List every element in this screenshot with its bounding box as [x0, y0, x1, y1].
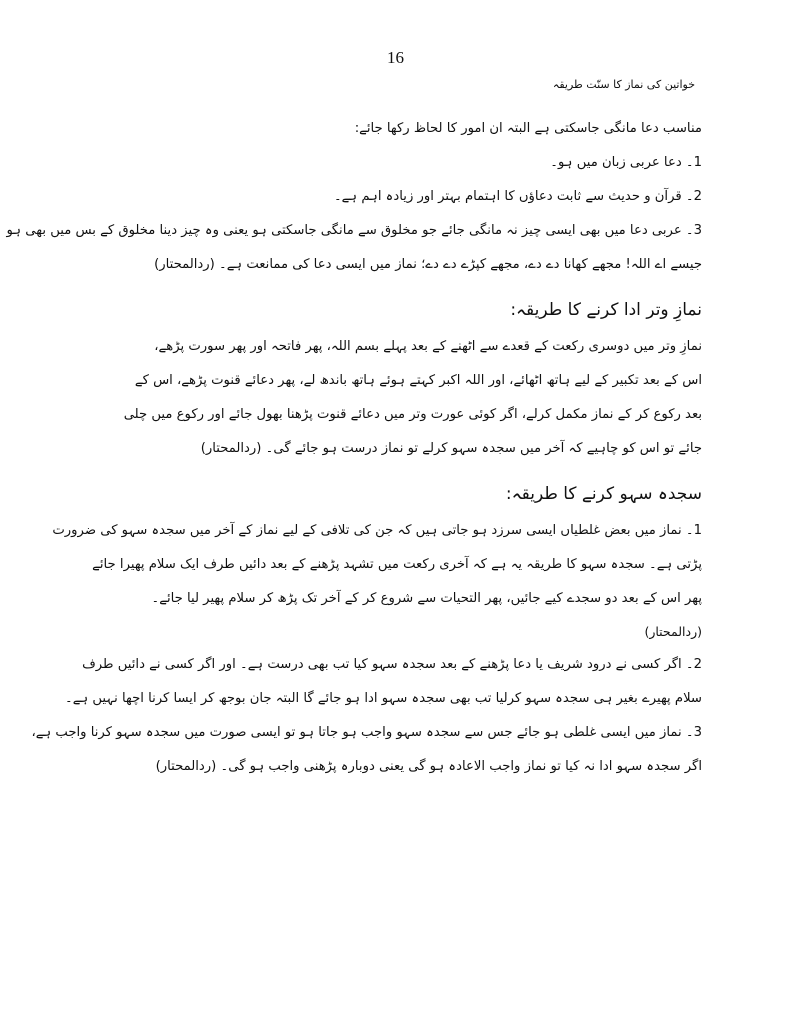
paragraph-line: اگر سجدہ سہو ادا نہ کیا تو نماز واجب الاعادہ ہو گی یعنی دوبارہ پڑھنی واجب ہو گی۔ (ردالمحتار)	[155, 759, 702, 774]
section-heading: سجدہ سہو کرنے کا طریقہ:	[505, 484, 702, 504]
paragraph-line: 3۔ نماز میں ایسی غلطی ہو جائے جس سے سجدہ سہو واجب ہو جاتا ہو تو ایسی صورت میں سجدہ سہو کرنا واجب ہے،	[31, 725, 702, 740]
paragraph-line: جیسے اے اللہ! مجھے کھانا دے دے، مجھے کپڑے دے دے؛ نماز میں ایسی دعا کی ممانعت ہے۔ (ردالمحتار)	[154, 257, 702, 272]
paragraph-line: پڑتی ہے۔ سجدہ سہو کا طریقہ یہ ہے کہ آخری رکعت میں تشہد پڑھنے کے بعد دائیں طرف ایک سلام پھیرا جائے	[92, 557, 702, 572]
paragraph-line: مناسب دعا مانگی جاسکتی ہے البتہ ان امور کا لحاظ رکھا جائے:	[354, 121, 702, 136]
list-item: 2۔ قرآن و حدیث سے ثابت دعاؤں کا اہتمام بہتر اور زیادہ اہم ہے۔	[333, 189, 702, 204]
running-header: خواتین کی نماز کا سنّت طریقہ	[552, 78, 695, 91]
page-number: 16	[387, 48, 404, 67]
paragraph-line: 1۔ نماز میں بعض غلطیاں ایسی سرزد ہو جاتی ہیں کہ جن کی تلافی کے لیے نماز کے آخر میں سجدہ سہو کی ضرورت	[52, 523, 702, 538]
citation: (ردالمحتار)	[644, 624, 702, 639]
paragraph-line: پھر اس کے بعد دو سجدے کیے جائیں، پھر التحیات سے شروع کر کے آخر تک پڑھ کر سلام پھیر لیا جائے۔	[151, 591, 702, 606]
page-body	[6, 112, 702, 784]
section-heading: نمازِ وتر ادا کرنے کا طریقہ:	[510, 300, 702, 320]
list-item: 3۔ عربی دعا میں بھی ایسی چیز نہ مانگی جائے جو مخلوق سے مانگی جاسکتی ہو یعنی وہ چیز دینا مخلوق کے بس میں بھی ہو	[6, 223, 702, 238]
paragraph-line: 2۔ اگر کسی نے درود شریف یا دعا پڑھنے کے بعد سجدہ سہو کیا تب بھی درست ہے۔ اور اگر کسی نے دائیں طرف	[82, 657, 702, 672]
paragraph-line: سلام پھیرے بغیر ہی سجدہ سہو کرلیا تب بھی سجدہ سہو ادا ہو جائے گا البتہ جان بوجھ کر ایسا کرنا اچھا نہیں ہے۔	[65, 691, 702, 706]
witr-section	[92, 290, 702, 466]
paragraph-line: اس کے بعد تکبیر کے لیے ہاتھ اٹھائے، اور اللہ اکبر کہتے ہوئے ہاتھ باندھ لے، پھر دعائے قنوت پڑھے، اس کے	[134, 373, 702, 388]
paragraph-line: نمازِ وتر میں دوسری رکعت کے قعدے سے اٹھنے کے بعد پہلے بسم اللہ، پھر فاتحہ اور پھر سورت پڑھے،	[154, 339, 702, 354]
list-item: 1۔ دعا عربی زبان میں ہو۔	[550, 155, 702, 170]
paragraph-line: جائے تو اس کو چاہیے کہ آخر میں سجدہ سہو کرلے تو نماز درست ہو جائے گی۔ (ردالمحتار)	[200, 441, 702, 456]
sajda-sahw-section	[31, 474, 702, 784]
paragraph-line: بعد رکوع کر کے نماز مکمل کرلے، اگر کوئی عورت وتر میں دعائے قنوت پڑھنا بھول جائے اور رکوع میں چلی	[123, 407, 702, 422]
intro-section	[6, 112, 702, 282]
